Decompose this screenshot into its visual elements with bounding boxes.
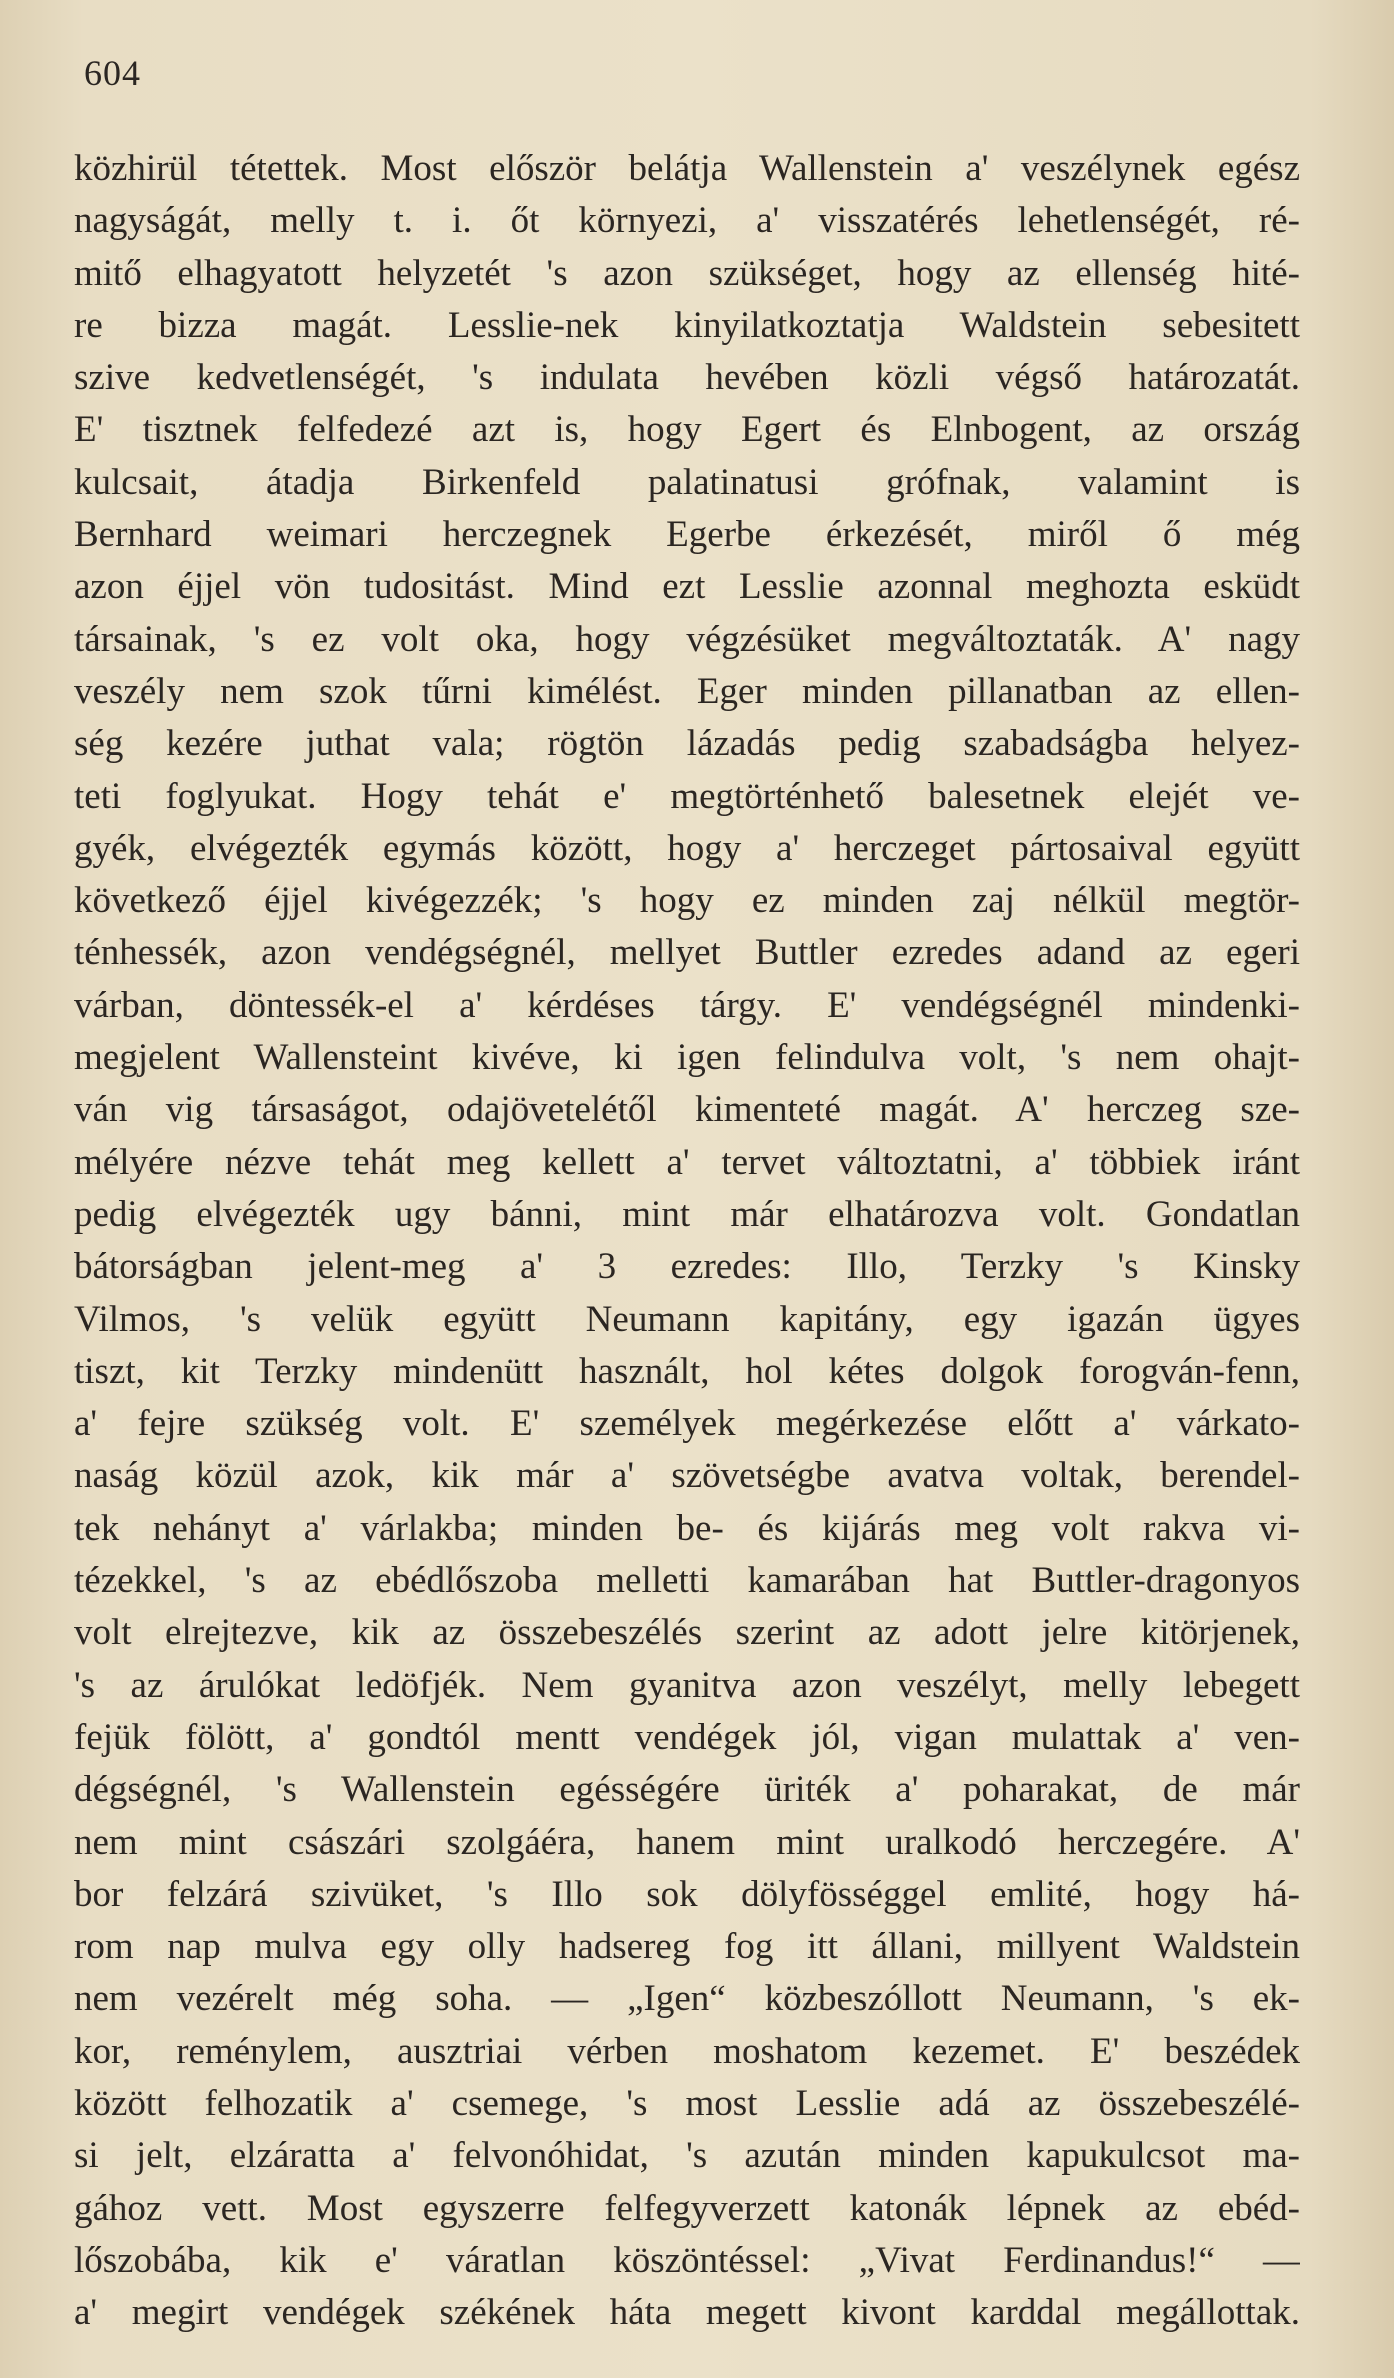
- text-line: dégségnél, 's Wallenstein egésségére üriték a' poharakat, de már: [74, 1769, 1300, 1811]
- text-line: pedig elvégezték ugy bánni, mint már elhatározva volt. Gondatlan: [74, 1193, 1300, 1235]
- text-line: naság közül azok, kik már a' szövetségbe avatva voltak, berendel-: [74, 1455, 1300, 1497]
- text-line: ván vig társaságot, odajövetelétől kimenteté magát. A' herczeg sze-: [74, 1089, 1300, 1131]
- text-line: rom nap mulva egy olly hadsereg fog itt állani, millyent Waldstein: [74, 1926, 1300, 1968]
- text-line: lőszobába, kik e' váratlan köszöntéssel: „Vivat Ferdinandus!“ —: [74, 2239, 1300, 2281]
- text-line: volt elrejtezve, kik az összebeszélés szerint az adott jelre kitörjenek,: [74, 1612, 1300, 1654]
- text-line: si jelt, elzáratta a' felvonóhidat, 's azután minden kapukulcsot ma-: [74, 2135, 1300, 2177]
- text-line: kor, reménylem, ausztriai vérben moshatom kezemet. E' beszédek: [74, 2030, 1300, 2072]
- text-line: E' tisztnek felfedezé azt is, hogy Egert és Elnbogent, az ország: [74, 409, 1300, 451]
- text-line: tek nehányt a' várlakba; minden be- és kijárás meg volt rakva vi-: [74, 1507, 1300, 1549]
- text-line: veszély nem szok tűrni kimélést. Eger minden pillanatban az ellen-: [74, 670, 1300, 712]
- text-line: között felhozatik a' csemege, 's most Lesslie adá az összebeszélé-: [74, 2082, 1300, 2124]
- text-line: bor felzárá szivüket, 's Illo sok dölyfösséggel emlité, hogy há-: [74, 1873, 1300, 1915]
- body-text: [74, 143, 1300, 2339]
- page-number: 604: [84, 53, 141, 93]
- text-line: nagyságát, melly t. i. őt környezi, a' visszatérés lehetlenségét, ré-: [74, 200, 1300, 242]
- text-line: tézekkel, 's az ebédlőszoba melletti kamarában hat Buttler-dragonyos: [74, 1560, 1300, 1602]
- text-line: szive kedvetlenségét, 's indulata hevében közli végső határozatát.: [74, 357, 1300, 399]
- text-line: nem vezérelt még soha. — „Igen“ közbeszóllott Neumann, 's ek-: [74, 1978, 1300, 2020]
- text-line: társainak, 's ez volt oka, hogy végzésüket megváltoztaták. A' nagy: [74, 618, 1300, 660]
- text-line: Vilmos, 's velük együtt Neumann kapitány, egy igazán ügyes: [74, 1298, 1300, 1340]
- text-line: ség kezére juthat vala; rögtön lázadás pedig szabadságba helyez-: [74, 723, 1300, 765]
- text-line: kulcsait, átadja Birkenfeld palatinatusi grófnak, valamint is: [74, 461, 1300, 503]
- text-line: gyék, elvégezték egymás között, hogy a' herczeget pártosaival együtt: [74, 827, 1300, 869]
- text-line: következő éjjel kivégezzék; 's hogy ez minden zaj nélkül megtör-: [74, 880, 1300, 922]
- text-line: a' fejre szükség volt. E' személyek megérkezése előtt a' várkato-: [74, 1403, 1300, 1445]
- text-line: mélyére nézve tehát meg kellett a' tervet változtatni, a' többiek iránt: [74, 1141, 1300, 1183]
- text-line: re bizza magát. Lesslie-nek kinyilatkoztatja Waldstein sebesitett: [74, 304, 1300, 346]
- text-line: fejük fölött, a' gondtól mentt vendégek jól, vigan mulattak a' ven-: [74, 1716, 1300, 1758]
- text-line: nem mint császári szolgáéra, hanem mint uralkodó herczegére. A': [74, 1821, 1300, 1863]
- text-line: Bernhard weimari herczegnek Egerbe érkezését, miről ő még: [74, 514, 1300, 556]
- text-line: a' megirt vendégek székének háta megett kivont karddal megállottak.: [74, 2292, 1300, 2334]
- text-line: 's az árulókat ledöfjék. Nem gyanitva azon veszélyt, melly lebegett: [74, 1664, 1300, 1706]
- text-line: bátorságban jelent-meg a' 3 ezredes: Illo, Terzky 's Kinsky: [74, 1246, 1300, 1288]
- text-line: ténhessék, azon vendégségnél, mellyet Buttler ezredes adand az egeri: [74, 932, 1300, 974]
- text-line: megjelent Wallensteint kivéve, ki igen felindulva volt, 's nem ohajt-: [74, 1037, 1300, 1079]
- text-line: közhirül tétettek. Most először belátja Wallenstein a' veszélynek egész: [74, 148, 1300, 189]
- text-line: tiszt, kit Terzky mindenütt használt, hol kétes dolgok forogván-fenn,: [74, 1350, 1300, 1392]
- text-line: gához vett. Most egyszerre felfegyverzett katonák lépnek az ebéd-: [74, 2187, 1300, 2229]
- text-line: azon éjjel vön tudositást. Mind ezt Lesslie azonnal meghozta esküdt: [74, 566, 1300, 608]
- text-line: várban, döntessék-el a' kérdéses tárgy. E' vendégségnél mindenki-: [74, 984, 1300, 1026]
- text-line: teti foglyukat. Hogy tehát e' megtörténhető balesetnek elejét ve-: [74, 775, 1300, 817]
- text-line: mitő elhagyatott helyzetét 's azon szükséget, hogy az ellenség hité-: [74, 252, 1300, 294]
